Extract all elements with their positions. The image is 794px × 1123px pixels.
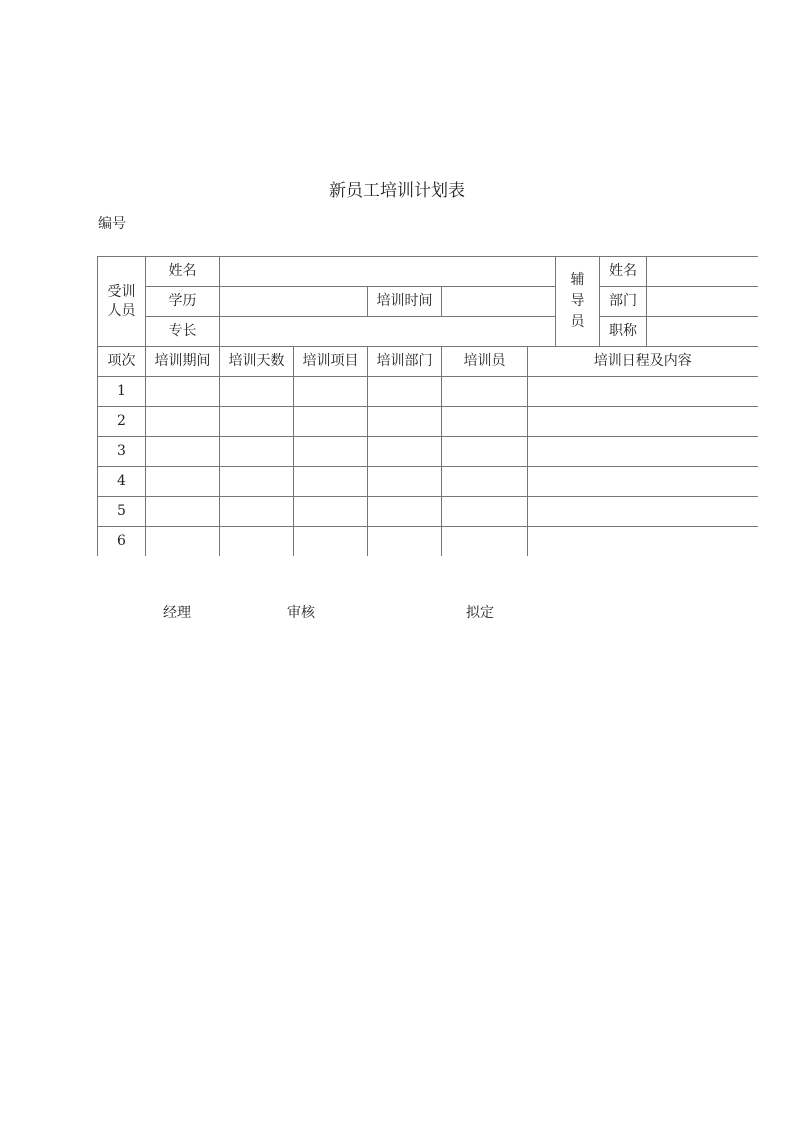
training-days-cell[interactable]	[220, 377, 294, 407]
header-item-no: 项次	[98, 347, 146, 377]
header-training-item: 培训项目	[294, 347, 368, 377]
row-number: 5	[98, 497, 146, 527]
mentor-group-label	[556, 257, 600, 347]
trainer-cell[interactable]	[442, 527, 528, 557]
training-period-cell[interactable]	[146, 467, 220, 497]
training-period-cell[interactable]	[146, 377, 220, 407]
mentor-title-field[interactable]	[647, 317, 758, 347]
training-item-cell[interactable]	[294, 407, 368, 437]
training-days-cell[interactable]	[220, 407, 294, 437]
trainee-education-label: 学历	[146, 287, 220, 317]
trainee-specialty-field[interactable]	[220, 317, 556, 347]
training-department-cell[interactable]	[368, 437, 442, 467]
mentor-name-field[interactable]	[647, 257, 758, 287]
mentor-group-label-char: 辅	[570, 272, 585, 289]
header-training-days: 培训天数	[220, 347, 294, 377]
training-item-cell[interactable]	[294, 527, 368, 557]
page-title: 新员工培训计划表	[329, 181, 465, 201]
mentor-department-label: 部门	[600, 287, 647, 317]
training-period-cell[interactable]	[146, 407, 220, 437]
training-period-cell[interactable]	[146, 497, 220, 527]
training-item-cell[interactable]	[294, 497, 368, 527]
table-row	[98, 527, 758, 557]
manager-signature-label: 经理	[163, 605, 191, 621]
trainer-cell[interactable]	[442, 407, 528, 437]
mentor-name-label: 姓名	[600, 257, 647, 287]
trainee-name-field[interactable]	[220, 257, 556, 287]
row-number: 3	[98, 437, 146, 467]
schedule-content-cell[interactable]	[528, 407, 758, 437]
schedule-content-cell[interactable]	[528, 377, 758, 407]
training-department-cell[interactable]	[368, 377, 442, 407]
training-item-cell[interactable]	[294, 377, 368, 407]
row-number: 6	[98, 527, 146, 557]
table-row	[98, 377, 758, 407]
training-item-cell[interactable]	[294, 437, 368, 467]
header-training-period: 培训期间	[146, 347, 220, 377]
training-item-cell[interactable]	[294, 467, 368, 497]
trainee-education-field[interactable]	[220, 287, 368, 317]
training-plan-table	[97, 256, 758, 556]
training-period-cell[interactable]	[146, 437, 220, 467]
trainee-group-label-line: 人员	[107, 302, 136, 319]
training-department-cell[interactable]	[368, 527, 442, 557]
trainer-cell[interactable]	[442, 437, 528, 467]
row-number: 4	[98, 467, 146, 497]
drafter-signature-label: 拟定	[466, 605, 494, 621]
row-number: 2	[98, 407, 146, 437]
schedule-content-cell[interactable]	[528, 497, 758, 527]
training-days-cell[interactable]	[220, 467, 294, 497]
trainer-cell[interactable]	[442, 377, 528, 407]
serial-number-label: 编号	[98, 216, 126, 232]
training-department-cell[interactable]	[368, 467, 442, 497]
trainee-name-label: 姓名	[146, 257, 220, 287]
training-days-cell[interactable]	[220, 437, 294, 467]
schedule-content-cell[interactable]	[528, 437, 758, 467]
trainee-group-label-line: 受训	[107, 283, 136, 300]
header-schedule-content: 培训日程及内容	[528, 347, 758, 377]
training-department-cell[interactable]	[368, 407, 442, 437]
header-trainer: 培训员	[442, 347, 528, 377]
training-department-cell[interactable]	[368, 497, 442, 527]
reviewer-signature-label: 审核	[287, 605, 315, 621]
training-days-cell[interactable]	[220, 527, 294, 557]
header-training-department: 培训部门	[368, 347, 442, 377]
trainer-cell[interactable]	[442, 467, 528, 497]
mentor-group-label-char: 员	[570, 313, 585, 330]
training-period-cell[interactable]	[146, 527, 220, 557]
trainee-group-label	[98, 257, 146, 347]
table-row	[98, 497, 758, 527]
training-time-label: 培训时间	[368, 287, 442, 317]
table-row	[98, 467, 758, 497]
mentor-group-label-char: 导	[570, 293, 585, 310]
training-days-cell[interactable]	[220, 497, 294, 527]
mentor-department-field[interactable]	[647, 287, 758, 317]
table-row	[98, 407, 758, 437]
schedule-content-cell[interactable]	[528, 467, 758, 497]
row-number: 1	[98, 377, 146, 407]
trainee-specialty-label: 专长	[146, 317, 220, 347]
trainer-cell[interactable]	[442, 497, 528, 527]
schedule-content-cell[interactable]	[528, 527, 758, 557]
table-row	[98, 437, 758, 467]
training-time-field[interactable]	[442, 287, 556, 317]
schedule-header-row	[98, 347, 758, 377]
mentor-title-label: 职称	[600, 317, 647, 347]
